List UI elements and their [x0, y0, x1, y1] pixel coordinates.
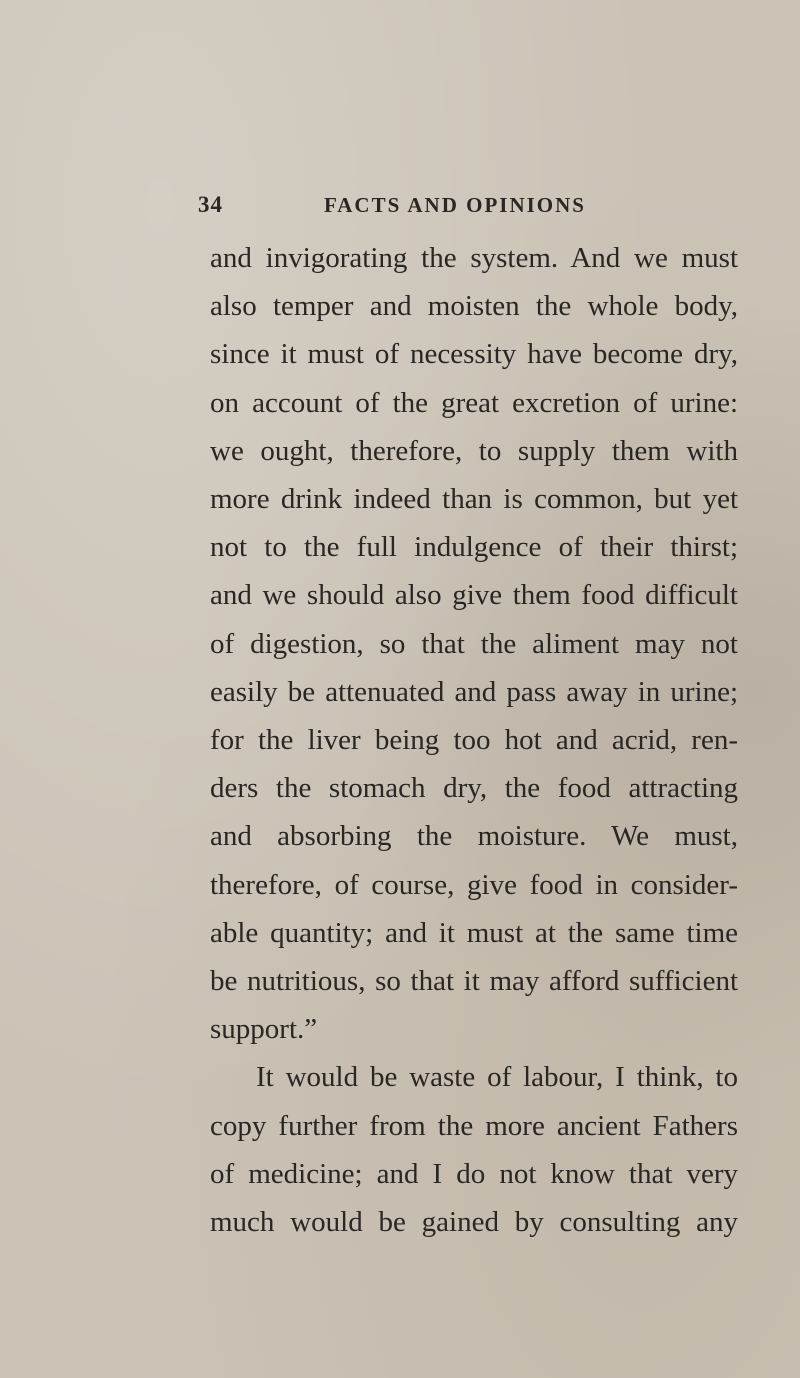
text-line: therefore, of course, give food in consider-: [210, 868, 738, 901]
text-line: not to the full indulgence of their thirst;: [210, 531, 738, 564]
text-line: we ought, therefore, to supply them with: [210, 434, 738, 467]
text-line: and invigorating the system. And we must: [210, 242, 738, 274]
running-head: FACTS AND OPINIONS: [324, 192, 586, 217]
text-line: able quantity; and it must at the same time: [210, 916, 738, 949]
paragraph-start-line: It would be waste of labour, I think, to: [256, 1061, 738, 1094]
text-line: support.”: [210, 1013, 318, 1046]
text-line: copy further from the more ancient Fathers: [210, 1109, 738, 1142]
text-line: of digestion, so that the aliment may not: [210, 627, 738, 660]
text-line: and we should also give them food difficult: [210, 579, 738, 612]
text-line: easily be attenuated and pass away in urine;: [210, 675, 738, 708]
page-number: 34: [198, 192, 223, 217]
text-line: and absorbing the moisture. We must,: [210, 820, 738, 853]
text-line: for the liver being too hot and acrid, ren-: [210, 724, 738, 757]
text-line: also temper and moisten the whole body,: [210, 290, 738, 323]
text-line: since it must of necessity have become dry,: [210, 338, 738, 371]
text-line: more drink indeed than is common, but yet: [210, 483, 738, 516]
text-line: much would be gained by consulting any: [210, 1206, 738, 1239]
text-line: be nutritious, so that it may afford sufficient: [210, 965, 738, 998]
page-header: [198, 188, 618, 222]
text-line: on account of the great excretion of urine:: [210, 386, 738, 419]
text-line: of medicine; and I do not know that very: [210, 1157, 738, 1190]
body-text: [210, 234, 738, 1246]
text-line: ders the stomach dry, the food attracting: [210, 772, 738, 805]
